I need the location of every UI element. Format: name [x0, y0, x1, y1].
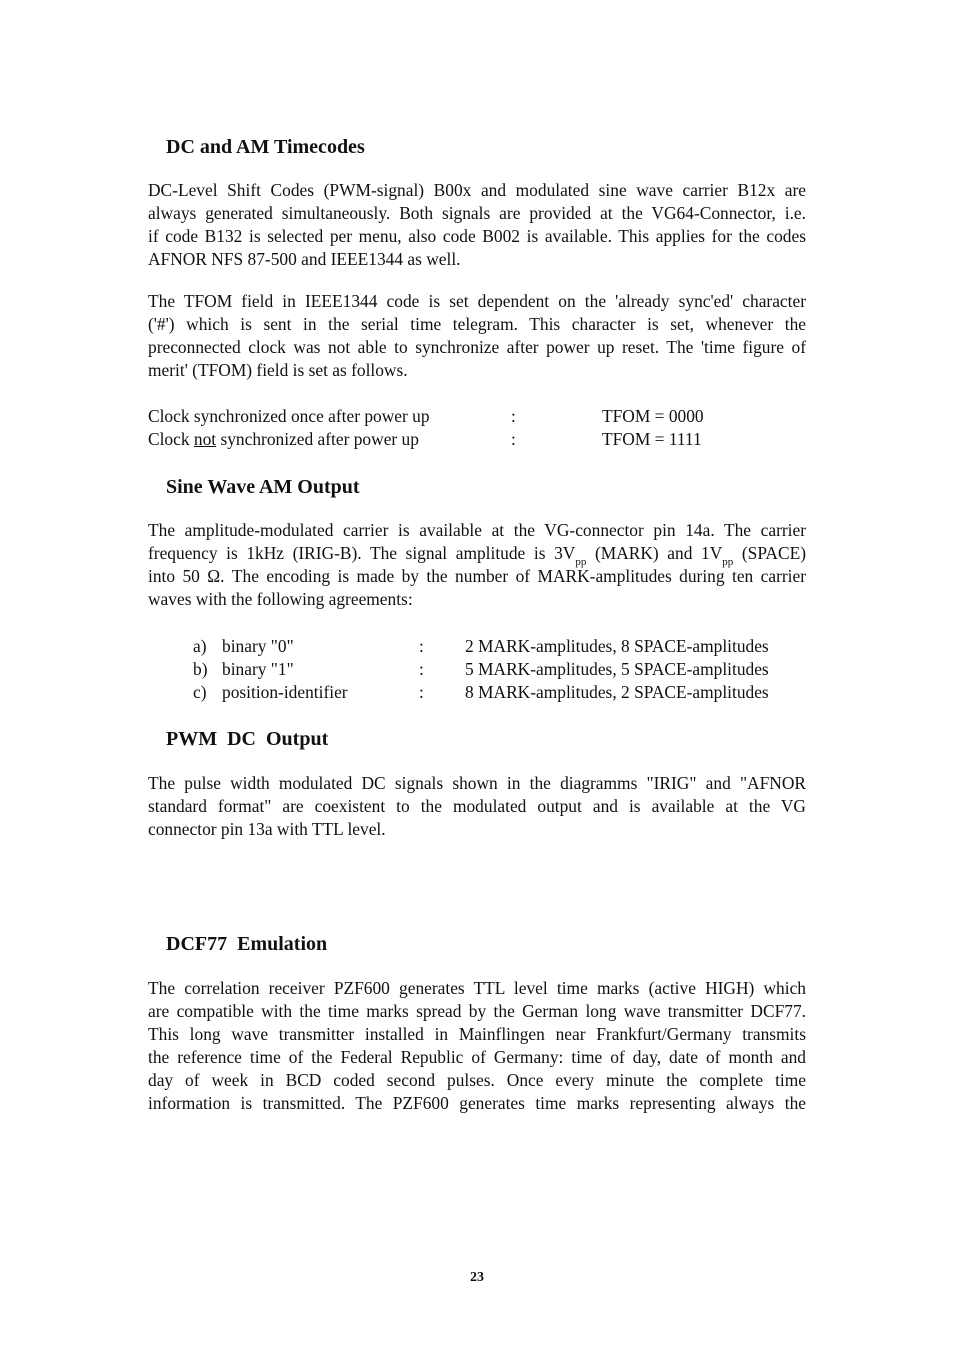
text-line: waves with the following agreements: [148, 589, 413, 609]
list-term: binary "0" [222, 636, 294, 656]
text-line: This long wave transmitter installed in Mainflingen near Frankfurt/Germany transmits [148, 1024, 806, 1044]
text-line: The TFOM field in IEEE1344 code is set dependent on the 'already sync'ed' character [148, 291, 806, 311]
text-line: preconnected clock was not able to synchronize after power up reset. The 'time figure of [148, 337, 806, 357]
text-line: are compatible with the time marks spread by the German long wave transmitter DCF77. [148, 1001, 806, 1021]
heading-sine-wave-am-output: Sine Wave AM Output [166, 476, 360, 498]
tfom-label: Clock not synchronized after power up [148, 429, 419, 449]
paragraph-dcf77 [148, 977, 806, 1115]
list-marker: c) [193, 682, 207, 702]
list-marker: a) [193, 636, 207, 656]
tfom-separator: : [511, 406, 516, 426]
list-separator: : [419, 659, 424, 679]
text-line: standard format" are coexistent to the modulated output and is available at the VG [148, 796, 806, 816]
text-line: the reference time of the Federal Republic of Germany: time of day, date of month and [148, 1047, 806, 1067]
text-line: if code B132 is selected per menu, also code B002 is available. This applies for the codes [148, 226, 806, 246]
text-line: The amplitude-modulated carrier is available at the VG-connector pin 14a. The carrier [148, 520, 806, 540]
tfom-value: TFOM = 1111 [602, 429, 702, 449]
list-marker: b) [193, 659, 208, 679]
list-description: 2 MARK-amplitudes, 8 SPACE-amplitudes [465, 636, 769, 656]
text-line: The correlation receiver PZF600 generates TTL level time marks (active HIGH) which [148, 978, 806, 998]
list-separator: : [419, 636, 424, 656]
text-line: merit' (TFOM) field is set as follows. [148, 360, 408, 380]
text-line: day of week in BCD coded second pulses. Once every minute the complete time [148, 1070, 806, 1090]
tfom-separator: : [511, 429, 516, 449]
list-term: binary "1" [222, 659, 294, 679]
list-separator: : [419, 682, 424, 702]
paragraph-sine-wave [148, 519, 806, 611]
text-line: always generated simultaneously. Both signals are provided at the VG64-Connector, i.e. [148, 203, 806, 223]
list-term: position-identifier [222, 682, 348, 702]
heading-dc-am-timecodes: DC and AM Timecodes [166, 136, 365, 158]
heading-pwm-dc-output: PWM DC Output [166, 728, 329, 750]
page-number: 23 [470, 1270, 484, 1285]
text-line: DC-Level Shift Codes (PWM-signal) B00x and modulated sine wave carrier B12x are [148, 180, 806, 200]
text-line: The pulse width modulated DC signals shown in the diagramms "IRIG" and "AFNOR [148, 773, 806, 793]
paragraph-tfom [148, 290, 806, 382]
text-line: frequency is 1kHz (IRIG-B). The signal amplitude is $3V_{pp}$ (MARK) and $1V_{pp}$ (SPACE) [148, 543, 806, 568]
list-description: 5 MARK-amplitudes, 5 SPACE-amplitudes [465, 659, 769, 679]
text-line: connector pin 13a with TTL level. [148, 819, 386, 839]
text-line: into 50 Ω. The encoding is made by the number of MARK-amplitudes during ten carrier [148, 566, 806, 586]
text-line: AFNOR NFS 87-500 and IEEE1344 as well. [148, 249, 461, 269]
paragraph-pwm [148, 772, 806, 841]
heading-dcf77-emulation: DCF77 Emulation [166, 933, 328, 955]
tfom-value: TFOM = 0000 [602, 406, 704, 426]
paragraph-dc-am-intro [148, 179, 806, 271]
list-description: 8 MARK-amplitudes, 2 SPACE-amplitudes [465, 682, 769, 702]
text-line: information is transmitted. The PZF600 generates time marks representing always the [148, 1093, 806, 1113]
text-line: ('#') which is sent in the serial time telegram. This character is set, whenever the [148, 314, 806, 334]
tfom-label: Clock synchronized once after power up [148, 406, 430, 426]
